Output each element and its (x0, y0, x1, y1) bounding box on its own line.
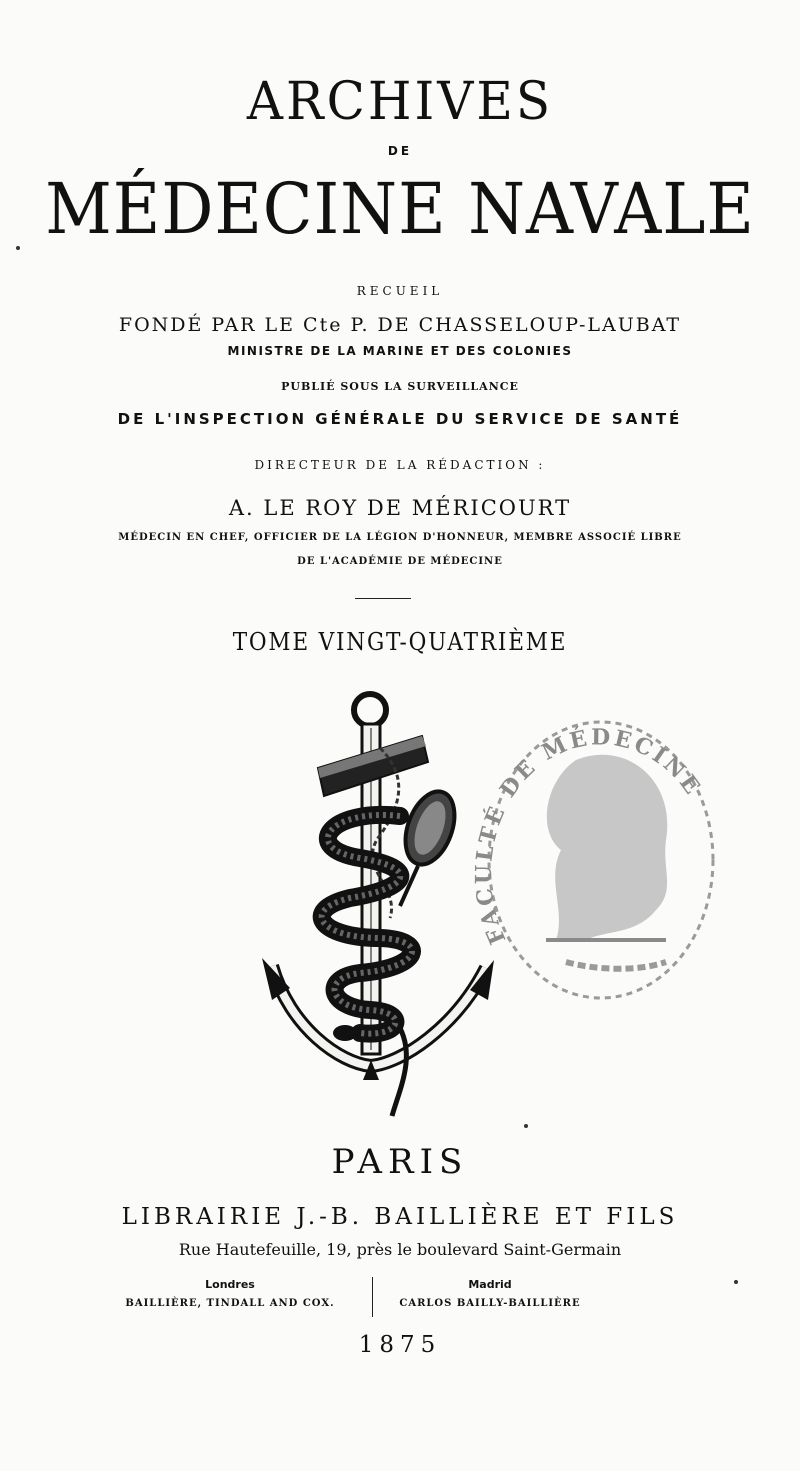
stamp-text: FACULTÉ DE MÉDECINE (470, 724, 707, 949)
london-label: Londres (205, 1278, 255, 1291)
divider-rule (355, 598, 411, 599)
volume-label: TOME VINGT-QUATRIÈME (232, 628, 568, 656)
published-under-line: PUBLIÉ SOUS LA SURVEILLANCE (281, 380, 519, 393)
journal-title: MÉDECINE NAVALE (45, 168, 755, 250)
archives-heading: ARCHIVES (246, 70, 554, 132)
madrid-label: Madrid (468, 1278, 512, 1291)
recueil-label: RECUEIL (356, 284, 444, 298)
editor-credentials-1: MÉDECIN EN CHEF, OFFICIER DE LA LÉGION D'HONNEUR, MEMBRE ASSOCIÉ LIBRE (118, 532, 682, 543)
ministry-line: MINISTRE DE LA MARINE ET DES COLONIES (227, 344, 573, 358)
faculty-medallion-stamp-icon (466, 700, 736, 1020)
editor-name: A. LE ROY DE MÉRICOURT (228, 496, 572, 520)
madrid-publisher: CARLOS BAILLY-BAILLIÈRE (399, 1298, 581, 1309)
publisher-name: LIBRAIRIE J.-B. BAILLIÈRE ET FILS (121, 1204, 679, 1230)
ink-speck (734, 1280, 738, 1284)
de-connector: DE (387, 144, 413, 158)
director-label: DIRECTEUR DE LA RÉDACTION : (254, 458, 546, 472)
inspection-line: DE L'INSPECTION GÉNÉRALE DU SERVICE DE SANTÉ (117, 410, 683, 428)
editor-credentials-2: DE L'ACADÉMIE DE MÉDECINE (297, 556, 503, 567)
london-publisher: BAILLIÈRE, TINDALL AND COX. (125, 1298, 335, 1309)
founder-line: FONDÉ PAR LE Cte P. DE CHASSELOUP-LAUBAT (118, 314, 682, 336)
publisher-address: Rue Hautefeuille, 19, près le boulevard Saint-Germain (178, 1240, 622, 1259)
publication-year: 1875 (358, 1332, 442, 1358)
ink-speck (524, 1124, 528, 1128)
ink-speck (16, 246, 20, 250)
imprint-city: PARIS (331, 1142, 469, 1182)
